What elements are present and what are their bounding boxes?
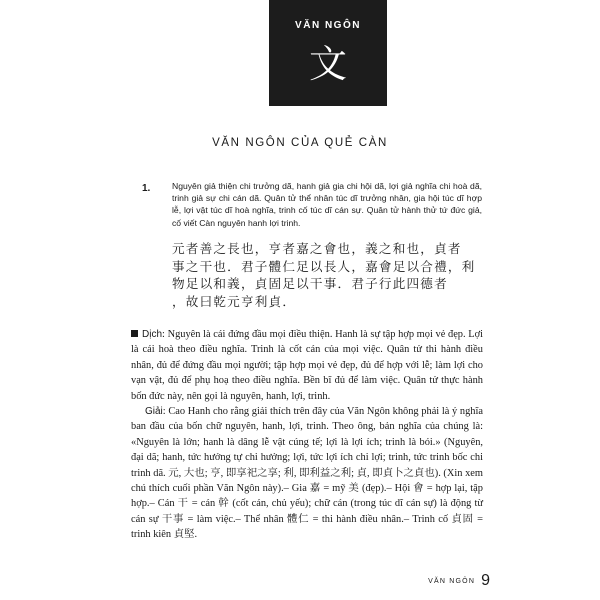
chinese-line: ，故曰乾元亨利貞． (172, 293, 297, 309)
chinese-text-block (172, 240, 490, 310)
chapter-label: VĂN NGÔN (295, 20, 361, 31)
transliteration-paragraph: Nguyên giả thiện chi trưởng dã, hanh giả gia chi hội dã, lợi giả nghĩa chi hoà dã, trinh giả sự chi cán dã. Quân tử thể nhân túc dĩ trưởng nhân, gia hội túc dĩ hợp lễ, lợi vật túc dĩ hoà nghĩa, trinh cố túc dĩ cán sự. Quân tử hành thử tứ đức giả, cố viết Càn nguyên hanh lợi trinh. (172, 181, 482, 228)
item-number: 1. (142, 183, 151, 194)
chinese-line: 物足以和義，貞固足以干事．君子行此四德者 (172, 276, 448, 291)
chinese-line: 元者善之長也，亨者嘉之會也，義之和也，貞者 (172, 241, 462, 256)
square-bullet-icon (131, 330, 138, 337)
translation-label: Dịch (142, 329, 163, 340)
chapter-header-box (269, 0, 387, 106)
chinese-line: 事之干也．君子體仁足以長人，嘉會足以合禮，利 (172, 258, 476, 274)
running-footer-label: VĂN NGÔN (428, 578, 476, 585)
page-number: 9 (481, 572, 490, 589)
commentary-body (131, 327, 483, 543)
translation-text: : Nguyên là cái đứng đầu mọi điều thiện. Hanh là sự tập hợp mọi vẻ đẹp. Lợi là cái hoà theo điều nghĩa. Trinh là cốt cán của mọi việc. Quân tử thi hành điều nhân, đủ để đứng đầu mọi người; tập hợp mọi vẻ đẹp, đủ để hợp với lễ; làm lợi cho vạn vật, đủ để phụ hoạ theo điều nghĩa. Bền bĩ đủ để làm việc. Quân tử thực hành bốn đức này, nên gọi là nguyên, hanh, lợi, trinh. (131, 329, 483, 402)
translation-paragraph (131, 327, 483, 404)
chapter-glyph: 文 (308, 42, 347, 86)
explanation-paragraph (131, 404, 483, 543)
explanation-label: Giải (145, 406, 163, 418)
explanation-text: : Cao Hanh cho rằng giải thích trên đây của Văn Ngôn không phải là ý nghĩa ban đầu của bốn chữ nguyên, hanh, lợi, trinh. Theo ông, bản nghĩa của chúng là: «Nguyên là lớn; hanh là dâng lễ vật cúng tế; lợi là lợi ích; trinh là bói.» (Nguyên, đại dã; hanh, tức hưởng tự chi hưởng; lợi, tức lợi ích chi lợi; trinh, tức trinh bốc chi trinh dã. 元, 大也; 亨, 即享祀之享; 利, 即利益之利; 貞, 即貞卜之貞也). (Xin xem chú thích cuối phần Văn Ngôn này).– Gia 嘉 = mỹ 美 (đẹp).– Hội 會 = hợp lại, tập hợp.– Cán 干 = cán 幹 (cốt cán, chủ yếu); chữ cán (trong túc dĩ cán sự) là động từ cán sự 干事 = làm việc.– Thể nhân 體仁 = thi hành điều nhân.– Trinh cố 貞固 = trinh kiên 貞堅. (131, 406, 483, 541)
page-footer (428, 572, 490, 590)
section-title: VĂN NGÔN CỦA QUẺ CÀN (212, 137, 388, 149)
